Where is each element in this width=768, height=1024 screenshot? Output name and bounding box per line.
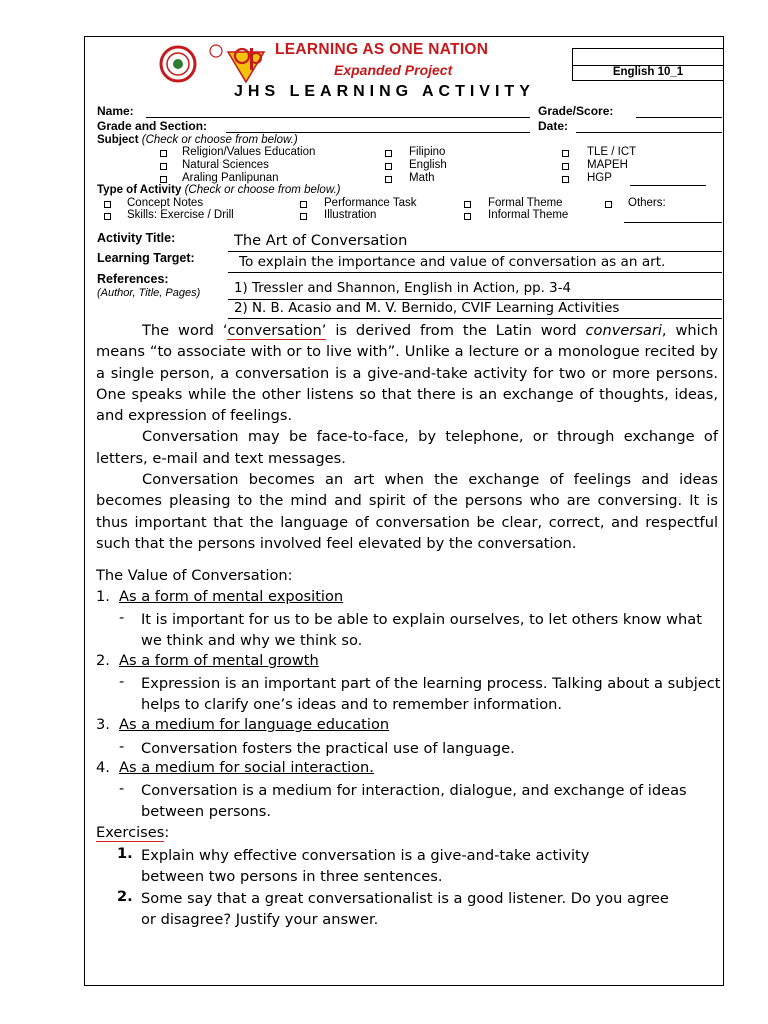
activity-type-hint: (Check or choose from below.) (184, 184, 341, 196)
name-field[interactable] (146, 117, 530, 118)
exercises-label: Exercises (96, 824, 165, 841)
p1-end: , which means “to associate with or to live with”. Unlike a lecture or a monologue recited by a single person, a conversation is a give-and-take activity for two or more persons. One speaks while the other listens so that there is an exchange of thoughts, ideas, and expression of feelings. (96, 322, 718, 425)
subject-filipino: Filipino (409, 146, 446, 158)
checkbox-filipino[interactable] (385, 150, 392, 157)
value-4-num: 4. (96, 759, 110, 776)
value-3-title: As a medium for language education (119, 716, 390, 733)
subject-mapeh: MAPEH (587, 159, 628, 171)
learning-target-line (228, 272, 722, 273)
header-subtitle: Expanded Project (334, 62, 453, 78)
grade-score-field[interactable] (636, 117, 722, 118)
checkbox-performance-task[interactable] (300, 201, 307, 208)
activity-title-line (228, 251, 722, 252)
checkbox-informal-theme[interactable] (464, 213, 471, 220)
subject-code: English 10_1 (572, 64, 724, 81)
type-performance-task: Performance Task (324, 197, 417, 209)
project-logo (224, 44, 270, 86)
paragraph-2: Conversation may be face-to-face, by telephone, or through exchange of letters, e-mail and text messages. (96, 428, 718, 467)
value-2-desc: Expression is an important part of the learning process. Talking about a subject helps to clarify one’s ideas and to remember information. (141, 675, 721, 714)
date-field[interactable] (576, 132, 722, 133)
checkbox-hgp[interactable] (562, 176, 569, 183)
activity-heading: JHS LEARNING ACTIVITY (234, 83, 535, 100)
type-concept-notes: Concept Notes (127, 197, 204, 209)
grade-score-label: Grade/Score: (538, 104, 614, 118)
activity-title-value: The Art of Conversation (234, 232, 408, 249)
value-4-desc: Conversation is a medium for interaction, dialogue, and exchange of ideas between persons. (141, 782, 687, 821)
others-field[interactable] (624, 222, 722, 223)
subject-math: Math (409, 172, 435, 184)
activity-type-label: Type of Activity (97, 184, 182, 196)
value-1-dash: - (119, 609, 125, 626)
value-1-desc: It is important for us to be able to explain ourselves, to let others know what we think and why we think so. (141, 611, 702, 650)
p1-latin-word: conversari (585, 322, 662, 339)
paragraph-1 (96, 320, 718, 426)
type-others: Others: (628, 197, 666, 209)
checkbox-mapeh[interactable] (562, 163, 569, 170)
checkbox-math[interactable] (385, 176, 392, 183)
references-label: References: (97, 272, 169, 286)
value-4-title: As a medium for social interaction. (119, 759, 374, 776)
value-2-title: As a form of mental growth (119, 652, 319, 669)
reference-2-line (228, 318, 722, 319)
value-2-dash: - (119, 673, 125, 690)
grade-section-label: Grade and Section: (97, 119, 208, 133)
subject-tle: TLE / ICT (587, 146, 637, 158)
exercises-heading: Exercises: (96, 824, 170, 841)
subject-religion: Religion/Values Education (182, 146, 316, 158)
reference-2: 2) N. B. Acasio and M. V. Bernido, CVIF Learning Activities (234, 301, 620, 316)
hgp-field[interactable] (630, 185, 706, 186)
p1-mid: is derived from the Latin word (326, 322, 586, 339)
p1-start: The word ‘ (142, 322, 228, 339)
value-3-dash: - (119, 738, 125, 755)
deped-seal-logo (158, 44, 204, 84)
type-illustration: Illustration (324, 209, 377, 221)
value-4-dash: - (119, 780, 125, 797)
value-3-desc: Conversation fosters the practical use of language. (141, 740, 515, 757)
checkbox-concept-notes[interactable] (104, 201, 111, 208)
name-label: Name: (97, 104, 134, 118)
checkbox-tle[interactable] (562, 150, 569, 157)
type-skills: Skills: Exercise / Drill (127, 209, 234, 221)
references-hint: (Author, Title, Pages) (97, 287, 201, 299)
reference-1-line (228, 299, 722, 300)
learning-target-label: Learning Target: (97, 251, 195, 265)
intro-paragraphs (96, 320, 718, 554)
paragraph-3: Conversation becomes an art when the exchange of feelings and ideas becomes pleasing to the mind and spirit of the persons who are conversing. It is thus important that the language of conversation be clear, correct, and respectful such that the persons involved feel elevated by the conversation. (96, 471, 718, 552)
checkbox-others[interactable] (605, 201, 612, 208)
value-3-num: 3. (96, 716, 110, 733)
activity-title-label: Activity Title: (97, 231, 176, 245)
date-label: Date: (538, 119, 569, 133)
subject-hgp: HGP (587, 172, 612, 184)
p1-conversation-word: conversation’ (227, 322, 327, 339)
type-formal-theme: Formal Theme (488, 197, 563, 209)
checkbox-araling[interactable] (160, 176, 167, 183)
exercise-1-text: Explain why effective conversation is a give-and-take activity between two persons in three sentences. (141, 847, 590, 886)
value-1-title: As a form of mental exposition (119, 588, 344, 605)
subject-english: English (409, 159, 447, 171)
exercise-2-num: 2. (117, 888, 133, 905)
header-title: LEARNING AS ONE NATION (275, 41, 489, 58)
grade-section-field[interactable] (226, 132, 530, 133)
subject-araling: Araling Panlipunan (182, 172, 279, 184)
subject-label: Subject (97, 134, 139, 146)
checkbox-religion[interactable] (160, 150, 167, 157)
checkbox-skills[interactable] (104, 213, 111, 220)
checkbox-formal-theme[interactable] (464, 201, 471, 208)
value-1-num: 1. (96, 588, 110, 605)
exercise-1-num: 1. (117, 845, 133, 862)
subject-heading (97, 134, 298, 146)
reference-1: 1) Tressler and Shannon, English in Action, pp. 3-4 (234, 281, 572, 296)
activity-type-heading (97, 184, 341, 196)
checkbox-english[interactable] (385, 163, 392, 170)
value-2-num: 2. (96, 652, 110, 669)
subject-natural-sciences: Natural Sciences (182, 159, 269, 171)
type-informal-theme: Informal Theme (488, 209, 569, 221)
checkbox-natural-sciences[interactable] (160, 163, 167, 170)
subject-hint: (Check or choose from below.) (141, 134, 298, 146)
exercise-2-text: Some say that a great conversationalist is a good listener. Do you agree or disagree? Justify your answer. (141, 890, 669, 929)
checkbox-illustration[interactable] (300, 213, 307, 220)
learning-target-value: To explain the importance and value of conversation as an art. (239, 254, 666, 270)
values-heading: The Value of Conversation: (96, 567, 293, 584)
